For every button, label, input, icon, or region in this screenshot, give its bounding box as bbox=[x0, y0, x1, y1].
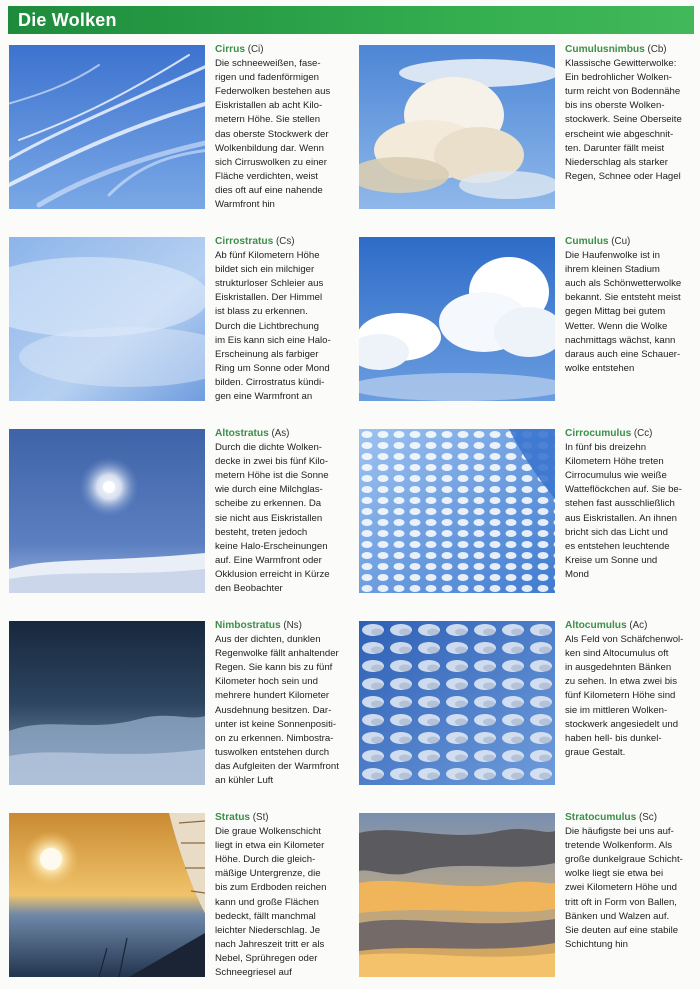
cloud-card-altostratus bbox=[9, 429, 351, 597]
altostratus-photo bbox=[9, 429, 205, 593]
text-line: Federwolken bestehen aus bbox=[215, 86, 331, 98]
cloud-abbreviation: (St) bbox=[252, 812, 269, 823]
text-line: stehen fast ausschließlich bbox=[565, 498, 675, 510]
text-line: Regen. Sie kann bis zu fünf bbox=[215, 662, 333, 674]
cloud-name: Nimbostratus bbox=[215, 620, 281, 631]
text-line: tretende Wolkenform. Als bbox=[565, 840, 673, 852]
text-line: turm reicht von Bodennähe bbox=[565, 86, 681, 98]
text-line: Durch die dichte Wolken- bbox=[215, 442, 323, 454]
text-line: wolke liegt sie etwa bei bbox=[565, 868, 664, 880]
cirrostratus-description bbox=[215, 235, 353, 404]
text-line: es entstehen leuchtende bbox=[565, 540, 670, 552]
text-line: das Aufgleiten der Warmfront bbox=[215, 760, 339, 772]
nimbostratus-description bbox=[215, 619, 353, 788]
text-line: Ausdehnung besitzen. Dar- bbox=[215, 704, 332, 716]
cloud-abbreviation: (Sc) bbox=[639, 812, 657, 823]
text-line: Als Feld von Schäfchenwol- bbox=[565, 634, 684, 646]
text-line: Höhe. Durch die gleich- bbox=[215, 854, 316, 866]
text-line: daraus auch eine Schauer- bbox=[565, 348, 681, 360]
cloud-card-cirrostratus bbox=[9, 237, 351, 405]
text-line: bekannt. Sie entsteht meist bbox=[565, 292, 681, 304]
text-line: on zu erkennen. Nimbostra- bbox=[215, 732, 334, 744]
text-line: in ausgedehnten Bänken bbox=[565, 662, 672, 674]
text-line: kann und große Flächen bbox=[215, 896, 319, 908]
cirrus-description bbox=[215, 43, 353, 212]
text-line: Die schneeweißen, fase- bbox=[215, 58, 321, 70]
stratocumulus-photo bbox=[359, 813, 555, 977]
text-line: an kühler Luft bbox=[215, 775, 274, 787]
cloud-card-cirrocumulus bbox=[359, 429, 700, 597]
cloud-card-stratus bbox=[9, 813, 351, 981]
cirrocumulus-description bbox=[565, 427, 700, 582]
cloud-abbreviation: (Cc) bbox=[633, 428, 653, 439]
text-line: ten. Darunter fällt meist bbox=[565, 142, 665, 154]
cumulusnimbus-description bbox=[565, 43, 700, 184]
text-line: dies oft auf eine nahende bbox=[215, 184, 323, 196]
cloud-name: Cirrostratus bbox=[215, 236, 274, 247]
text-line: graue Gestalt. bbox=[565, 746, 626, 758]
text-line: zwei Kilometern Höhe und bbox=[565, 882, 677, 894]
cloud-card-altocumulus bbox=[359, 621, 700, 789]
text-line: sie nicht aus Eiskristallen bbox=[215, 512, 323, 524]
text-line: ist blass zu erkennen. bbox=[215, 306, 308, 318]
cloud-abbreviation: (Ns) bbox=[283, 620, 302, 631]
page-title: Die Wolken bbox=[18, 10, 117, 30]
cumulusnimbus-photo bbox=[359, 45, 555, 209]
text-line: unter ist keine Sonnenpositi- bbox=[215, 718, 337, 730]
text-line: fünf Kilometern Höhe sind bbox=[565, 690, 676, 702]
text-line: Mond bbox=[565, 568, 589, 580]
text-line: sie im mittleren Wolken- bbox=[565, 704, 668, 716]
text-line: Warmfront hin bbox=[215, 199, 275, 211]
text-line: Eiskristallen. Der Himmel bbox=[215, 292, 323, 304]
text-line: bis zum Erdboden reichen bbox=[215, 882, 327, 894]
cumulus-photo bbox=[359, 237, 555, 401]
text-line: auf. Eine Warmfront oder bbox=[215, 554, 322, 566]
text-line: Klassische Gewitterwolke: bbox=[565, 58, 677, 70]
text-line: keine Halo-Erscheinungen bbox=[215, 540, 328, 552]
text-line: gegen Mittag bei gutem bbox=[565, 306, 666, 318]
text-line: mäßige Untergrenze, die bbox=[215, 868, 321, 880]
text-line: Fläche verdichten, weist bbox=[215, 170, 318, 182]
cloud-card-nimbostratus bbox=[9, 621, 351, 789]
nimbostratus-photo bbox=[9, 621, 205, 785]
stratus-description bbox=[215, 811, 353, 980]
text-line: tritt oft in Form von Ballen, bbox=[565, 896, 677, 908]
text-line: Cirrocumulus wie weiße bbox=[565, 470, 667, 482]
text-line: wolke entstehen bbox=[565, 362, 635, 374]
text-line: wie durch eine Milchglas- bbox=[215, 484, 323, 496]
text-line: auch als Schönwetterwolke bbox=[565, 278, 682, 290]
text-line: Erscheinung als farbiger bbox=[215, 348, 319, 360]
altocumulus-photo bbox=[359, 621, 555, 785]
text-line: Bänken und Walzen auf. bbox=[565, 910, 670, 922]
text-line: Die graue Wolkenschicht bbox=[215, 826, 321, 838]
altocumulus-description bbox=[565, 619, 700, 760]
page-title-banner bbox=[8, 6, 694, 34]
cloud-name: Altocumulus bbox=[565, 620, 627, 631]
text-line: Ein bedrohlicher Wolken- bbox=[565, 72, 673, 84]
cloud-name: Altostratus bbox=[215, 428, 269, 439]
cloud-card-stratocumulus bbox=[359, 813, 700, 981]
cloud-name: Stratus bbox=[215, 812, 251, 823]
text-line: Kilometern Höhe treten bbox=[565, 456, 664, 468]
text-line: leichter Niederschlag. Je bbox=[215, 924, 321, 936]
text-line: rigen und fadenförmigen bbox=[215, 72, 320, 84]
text-line: aus Eiskristallen. An ihnen bbox=[565, 512, 677, 524]
text-line: Regen, Schnee oder Hagel bbox=[565, 170, 681, 182]
text-line: Okklusion erreicht in Kürze bbox=[215, 568, 330, 580]
text-line: Schichtung hin bbox=[565, 938, 628, 950]
text-line: metern Höhe. Sie stellen bbox=[215, 114, 321, 126]
text-line: bricht sich das Licht und bbox=[565, 526, 668, 538]
text-line: Durch die Lichtbrechung bbox=[215, 320, 319, 332]
text-line: bildet sich ein milchiger bbox=[215, 264, 315, 276]
text-line: nach Jahreszeit tritt er als bbox=[215, 938, 325, 950]
text-line: mehrere hundert Kilometer bbox=[215, 690, 330, 702]
text-line: strukturloser Schleier aus bbox=[215, 278, 324, 290]
text-line: im Eis kann sich eine Halo- bbox=[215, 334, 331, 346]
cloud-card-cumulus bbox=[359, 237, 700, 405]
text-line: Regenwolke fällt anhaltender bbox=[215, 648, 339, 660]
text-line: erscheint wie abgeschnit- bbox=[565, 128, 674, 140]
text-line: nachmittags wächst, kann bbox=[565, 334, 676, 346]
cloud-abbreviation: (Cb) bbox=[647, 44, 667, 55]
text-line: decke in zwei bis fünf Kilo- bbox=[215, 456, 329, 468]
text-line: Sie deuten auf eine stabile bbox=[565, 924, 679, 936]
text-line: Wetter. Wenn die Wolke bbox=[565, 320, 668, 332]
text-line: Kreise um Sonne und bbox=[565, 554, 658, 566]
text-line: besteht, treten jedoch bbox=[215, 526, 308, 538]
text-line: bilden. Cirrostratus kündi- bbox=[215, 376, 325, 388]
cloud-abbreviation: (Cs) bbox=[275, 236, 295, 247]
cloud-name: Cumulusnimbus bbox=[565, 44, 645, 55]
text-line: scheibe zu erkennen. Da bbox=[215, 498, 322, 510]
text-line: ken sind Altocumulus oft bbox=[565, 648, 669, 660]
cirrus-photo bbox=[9, 45, 205, 209]
cirrocumulus-photo bbox=[359, 429, 555, 593]
cloud-abbreviation: (As) bbox=[271, 428, 290, 439]
text-line: große dunkelgraue Schicht- bbox=[565, 854, 683, 866]
text-line: den Beobachter bbox=[215, 583, 283, 595]
text-line: Watteflöckchen auf. Sie be- bbox=[565, 484, 682, 496]
cloud-abbreviation: (Ac) bbox=[629, 620, 648, 631]
text-line: das oberste Stockwerk der bbox=[215, 128, 329, 140]
cloud-card-cirrus bbox=[9, 45, 351, 213]
text-line: bis ins oberste Wolken- bbox=[565, 100, 665, 112]
stratocumulus-description bbox=[565, 811, 700, 952]
cloud-card-cumulusnimbus bbox=[359, 45, 700, 213]
text-line: Aus der dichten, dunklen bbox=[215, 634, 321, 646]
text-line: Niederschlag als starker bbox=[565, 156, 668, 168]
text-line: Die Haufenwolke ist in bbox=[565, 250, 660, 262]
text-line: haben hell- bis dunkel- bbox=[565, 732, 662, 744]
text-line: In fünf bis dreizehn bbox=[565, 442, 647, 454]
text-line: Wolkenbildung dar. Wenn bbox=[215, 142, 324, 154]
text-line: Ab fünf Kilometern Höhe bbox=[215, 250, 320, 262]
cloud-name: Cirrocumulus bbox=[565, 428, 632, 439]
text-line: Kilometer hoch sein und bbox=[215, 676, 318, 688]
text-line: Ring um Sonne oder Mond bbox=[215, 362, 330, 374]
cloud-name: Cirrus bbox=[215, 44, 246, 55]
text-line: sich Cirruswolken zu einer bbox=[215, 156, 327, 168]
cumulus-description bbox=[565, 235, 700, 376]
text-line: gen eine Warmfront an bbox=[215, 391, 313, 403]
cirrostratus-photo bbox=[9, 237, 205, 401]
text-line: bedeckt, fällt manchmal bbox=[215, 910, 316, 922]
text-line: Schneegriesel auf bbox=[215, 967, 292, 979]
text-line: liegt in etwa ein Kilometer bbox=[215, 840, 325, 852]
cloud-name: Stratocumulus bbox=[565, 812, 637, 823]
cloud-abbreviation: (Cu) bbox=[611, 236, 631, 247]
text-line: tuswolken entstehen durch bbox=[215, 746, 330, 758]
text-line: Nebel, Sprühregen oder bbox=[215, 952, 318, 964]
text-line: zu sehen. In etwa zwei bis bbox=[565, 676, 677, 688]
cloud-abbreviation: (Ci) bbox=[247, 44, 264, 55]
text-line: ihrem kleinen Stadium bbox=[565, 264, 660, 276]
stratus-photo bbox=[9, 813, 205, 977]
cloud-name: Cumulus bbox=[565, 236, 609, 247]
text-line: metern Höhe ist die Sonne bbox=[215, 470, 329, 482]
altostratus-description bbox=[215, 427, 353, 596]
text-line: Eiskristallen ab acht Kilo- bbox=[215, 100, 323, 112]
text-line: stockwerk. Seine Oberseite bbox=[565, 114, 682, 126]
text-line: Die häufigste bei uns auf- bbox=[565, 826, 674, 838]
text-line: stockwerk angesiedelt und bbox=[565, 718, 679, 730]
